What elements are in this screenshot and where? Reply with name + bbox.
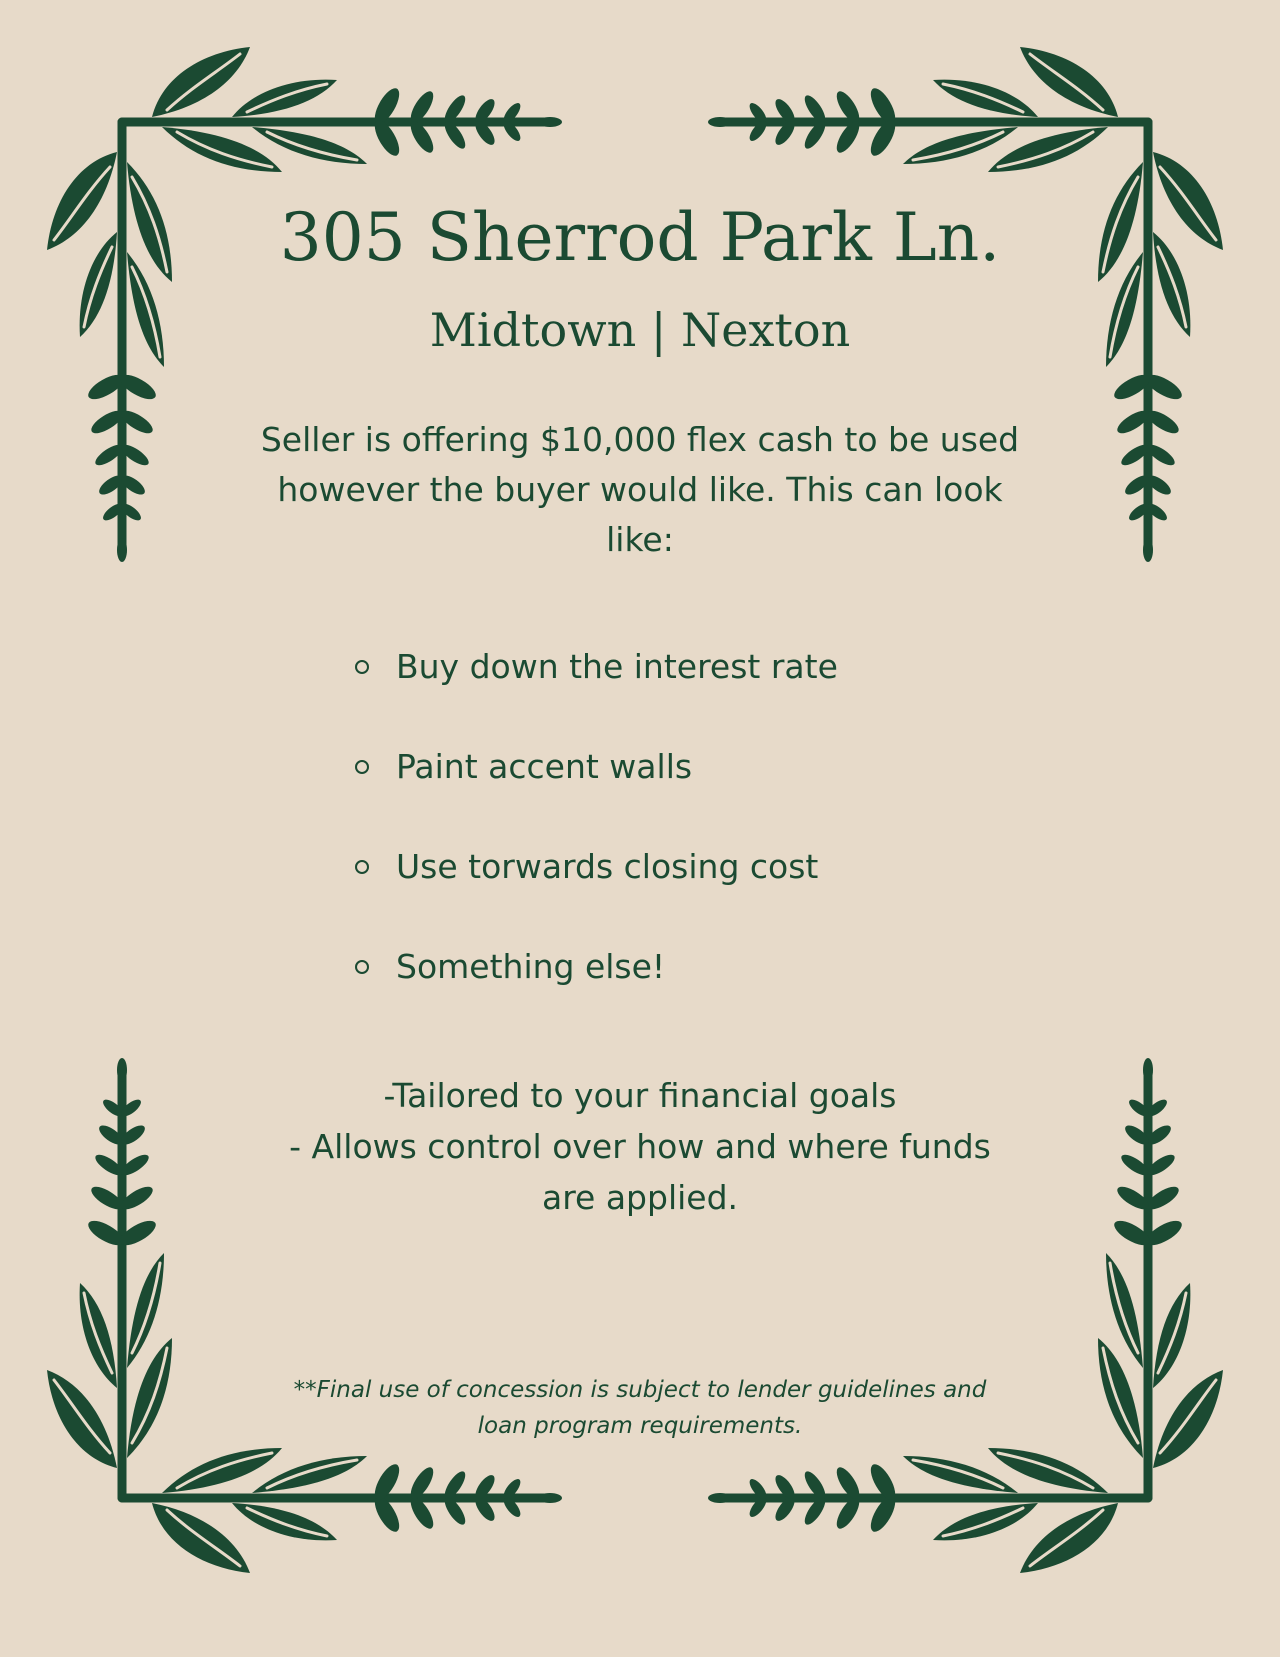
benefit-line: -Tailored to your financial goals (383, 1076, 897, 1115)
circle-bullet-icon (355, 660, 369, 674)
option-label: Something else! (396, 947, 666, 986)
offer-intro: Seller is offering $10,000 flex cash to be used however the buyer would like. This can look like: (260, 420, 1020, 559)
circle-bullet-icon (355, 860, 369, 874)
list-item (355, 617, 838, 717)
option-label: Buy down the interest rate (396, 647, 838, 686)
circle-bullet-icon (355, 960, 369, 974)
option-label: Paint accent walls (396, 747, 693, 786)
list-item (355, 917, 838, 1017)
benefit-line: - Allows control over how and where funds are applied. (289, 1127, 991, 1217)
property-address: 305 Sherrod Park Ln. (279, 199, 1001, 276)
property-area: Midtown | Nexton (429, 303, 851, 357)
benefits-text (260, 1070, 1020, 1223)
circle-bullet-icon (355, 760, 369, 774)
offer-options-list (355, 617, 838, 1017)
option-label: Use torwards closing cost (396, 847, 819, 886)
list-item (355, 717, 838, 817)
disclaimer-note: **Final use of concession is subject to lender guidelines and loan program requirements. (293, 1377, 987, 1439)
list-item (355, 817, 838, 917)
